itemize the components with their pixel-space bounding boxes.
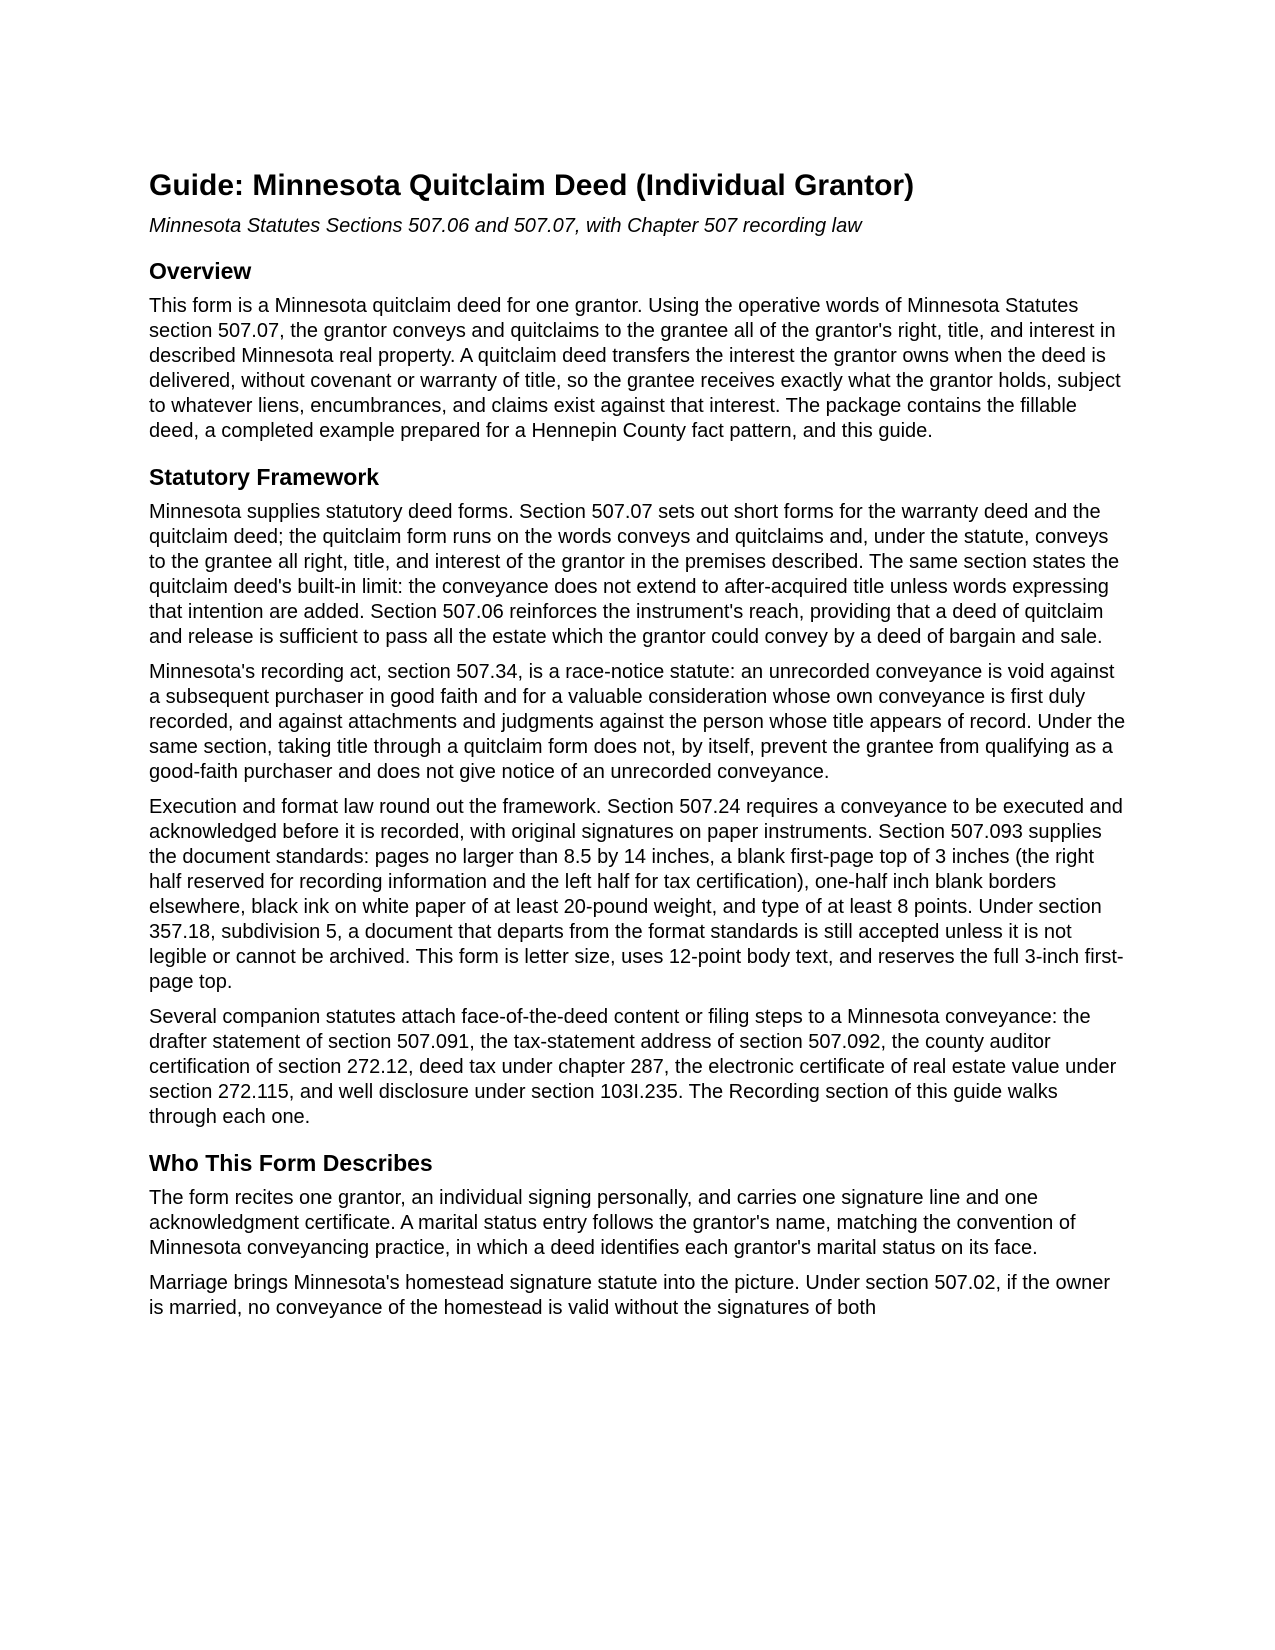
document-subtitle: Minnesota Statutes Sections 507.06 and 507.07, with Chapter 507 recording law [149,215,862,237]
describes-paragraph-2: Marriage brings Minnesota's homestead signature statute into the picture. Under section 507.02, if the owner is married, no conveyance of the homestead is valid without the signatures of both [149,1272,1111,1319]
section-heading-statutory-framework: Statutory Framework [149,464,380,490]
document-title: Guide: Minnesota Quitclaim Deed (Individual Grantor) [149,169,915,202]
describes-paragraph-1: The form recites one grantor, an individual signing personally, and carries one signature line and one acknowledgment certificate. A marital status entry follows the grantor's name, matching the convention of Minnesota conveyancing practice, in which a deed identifies each grantor's marital status on its face. [149,1187,1076,1259]
framework-paragraph-3: Execution and format law round out the framework. Section 507.24 requires a conveyance to be executed and acknowledged before it is recorded, with original signatures on paper instruments. Section 507.093 supplies the document standards: pages no larger than 8.5 by 14 inches, a blank first-page top of 3 inches (the right half reserved for recording information and the left half for tax certification), one-half inch blank borders elsewhere, black ink on white paper of at least 20-pound weight, and type of at least 8 points. Under section 357.18, subdivision 5, a document that departs from the format standards is still accepted unless it is not legible or cannot be archived. This form is letter size, uses 12-point body text, and reserves the full 3-inch first-page top. [149,796,1124,993]
section-heading-overview: Overview [149,258,252,284]
overview-paragraph: This form is a Minnesota quitclaim deed for one grantor. Using the operative words of Minnesota Statutes section 507.07, the grantor conveys and quitclaims to the grantee all of the grantor's right, title, and interest in described Minnesota real property. A quitclaim deed transfers the interest the grantor owns when the deed is delivered, without covenant or warranty of title, so the grantee receives exactly what the grantor holds, subject to whatever liens, encumbrances, and claims exist against that interest. The package contains the fillable deed, a completed example prepared for a Hennepin County fact pattern, and this guide. [149,295,1121,442]
document-page [149,168,1129,1321]
framework-paragraph-2: Minnesota's recording act, section 507.34, is a race-notice statute: an unrecorded conveyance is void against a subsequent purchaser in good faith and for a valuable consideration whose own conveyance is first duly recorded, and against attachments and judgments against the person whose title appears of record. Under the same section, taking title through a quitclaim form does not, by itself, prevent the grantee from qualifying as a good-faith purchaser and does not give notice of an unrecorded conveyance. [149,661,1126,783]
framework-paragraph-4: Several companion statutes attach face-of-the-deed content or filing steps to a Minnesota conveyance: the drafter statement of section 507.091, the tax-statement address of section 507.092, the county auditor certification of section 272.12, deed tax under chapter 287, the electronic certificate of real estate value under section 272.115, and well disclosure under section 103I.235. The Recording section of this guide walks through each one. [149,1006,1117,1128]
framework-paragraph-1: Minnesota supplies statutory deed forms. Section 507.07 sets out short forms for the warranty deed and the quitclaim deed; the quitclaim form runs on the words conveys and quitclaims and, under the statute, conveys to the grantee all right, title, and interest of the grantor in the premises described. The same section states the quitclaim deed's built-in limit: the conveyance does not extend to after-acquired title unless words expressing that intention are added. Section 507.06 reinforces the instrument's reach, providing that a deed of quitclaim and release is sufficient to pass all the estate which the grantor could convey by a deed of bargain and sale. [149,501,1120,648]
section-heading-who-this-form-describes: Who This Form Describes [149,1150,433,1176]
